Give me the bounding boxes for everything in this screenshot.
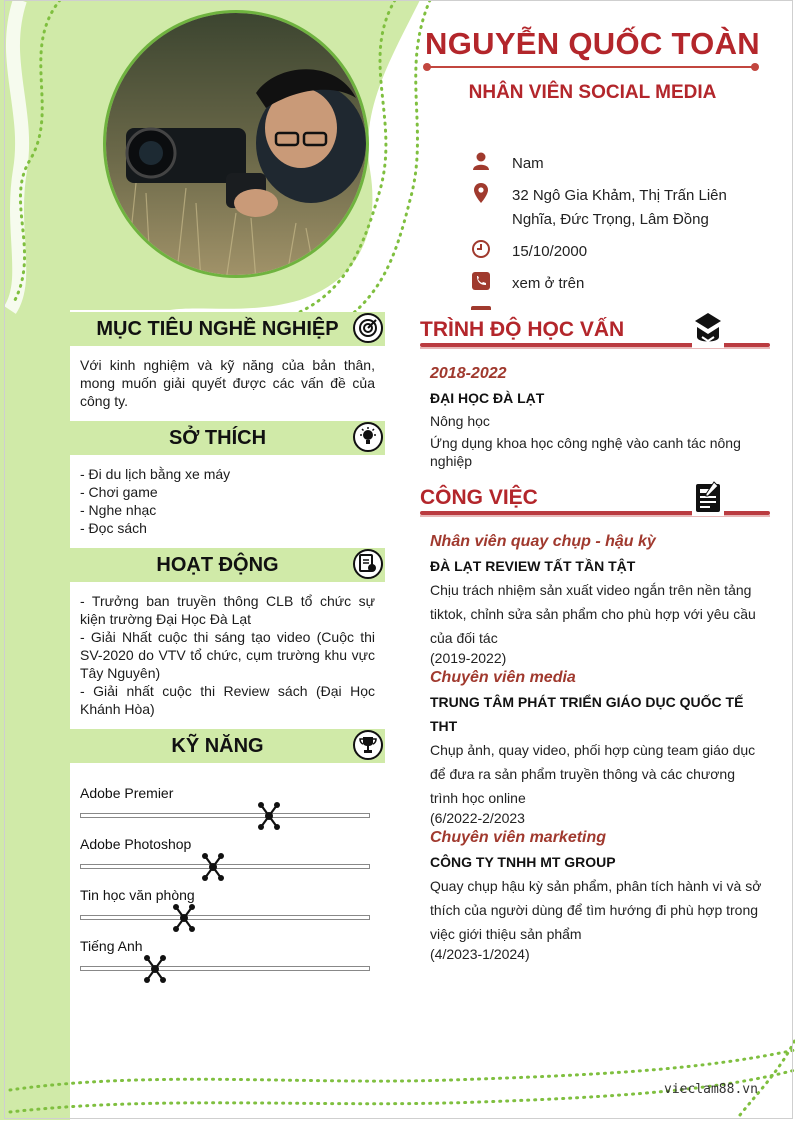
phone-value: xem ở trên [512,275,585,292]
activity-item: - Giải nhất cuộc thi Review sách (Đại Học Khánh Hòa) [80,683,375,717]
job-description: Quay chụp hậu kỳ sản phẩm, phân tích hành vi và sở thích của người dùng để tìm hướng đi phù hợp trong việc giới thiệu sản phẩm [430,878,762,942]
activities-body [70,584,385,728]
lightbulb-head-icon [353,422,383,452]
skill-bar [80,915,370,920]
contact-address [470,184,770,232]
hobby-item: - Nghe nhạc [80,502,157,518]
job-company: TRUNG TÂM PHÁT TRIỂN GIÁO DỤC QUỐC TẾ THT [430,694,744,734]
skill-name: Tiếng Anh [80,938,143,954]
job-time: (6/2022-2/2023 [430,810,525,826]
school-name: ĐẠI HỌC ĐÀ LẠT [430,390,545,406]
skill-bar [80,813,370,818]
job-time: (2019-2022) [430,650,507,666]
map-pin-icon [470,182,492,204]
job-description: Chịu trách nhiệm sản xuất video ngắn trên nền tảng tiktok, chỉnh sửa sản phẩm cho phù hợp với yêu cầu của đối tác [430,582,756,646]
skill-level-marker [171,903,197,933]
work-title: CÔNG VIỆC [420,486,538,509]
phone-icon [470,270,492,292]
clock-icon [470,238,492,260]
skills-title: KỸ NĂNG [171,734,264,757]
contact-phone [470,272,770,296]
hobbies-title: SỞ THÍCH [168,426,267,449]
skills-header [70,729,385,763]
job-company: CÔNG TY TNHH MT GROUP [430,854,616,870]
user-icon [470,150,492,172]
objective-header [70,312,385,346]
skill-name: Adobe Photoshop [80,836,192,852]
education-major: Nông học [430,413,490,429]
birthday-value: 15/10/2000 [512,243,588,260]
work-header [420,482,770,522]
activity-item: - Trưởng ban truyền thông CLB tổ chức sự kiện trường Đại Học Đà Lạt [80,593,375,627]
profile-photo [103,10,369,278]
objective-body [70,348,385,420]
target-icon [353,313,383,343]
candidate-name: NGUYỄN QUỐC TOÀN [425,26,760,61]
skill-bar [80,966,370,971]
education-title: TRÌNH ĐỘ HỌC VẤN [420,318,625,341]
graduate-icon [692,310,724,348]
job-title: NHÂN VIÊN SOCIAL MEDIA [468,82,717,103]
job-time: (4/2023-1/2024) [430,946,530,962]
skill-level-marker [256,801,282,831]
education-period: 2018-2022 [430,365,507,382]
mail-icon [470,304,492,310]
skill-level-marker [142,954,168,984]
trophy-icon [353,730,383,760]
contact-gender [470,152,770,176]
job-description: Chụp ảnh, quay video, phối hợp cùng team giáo dục để đưa ra sản phẩm truyền thông và các chương trình học online [430,742,756,806]
contact-mail [470,304,770,310]
job-company: ĐÀ LẠT REVIEW TẤT TẦN TẬT [430,558,636,574]
skill-name: Tin học văn phòng [80,887,195,903]
briefcase-doc-icon [692,478,724,516]
gender-value: Nam [512,155,544,172]
skill-name: Adobe Premier [80,785,174,801]
activity-item: - Giải Nhất cuộc thi sáng tạo video (Cuộc thi SV-2020 do VTV tổ chức, cụm trường khu vực Tây Nguyên) [80,629,375,681]
contact-birthday [470,240,770,264]
name-divider [426,66,756,68]
hobbies-body [70,457,385,547]
skill-level-marker [200,852,226,882]
activities-header [70,548,385,582]
activities-title: HOẠT ĐỘNG [156,553,279,576]
education-detail: Ứng dụng khoa học công nghệ vào canh tác nông nghiệp [430,435,741,469]
objective-title: MỤC TIÊU NGHỀ NGHIỆP [96,317,339,340]
job-position: Chuyên viên media [430,669,576,686]
hobbies-header [70,421,385,455]
watermark: vieclam88.vn [664,1082,758,1097]
certificate-icon [353,549,383,579]
education-header [420,314,770,354]
job-position: Nhân viên quay chụp - hậu kỳ [430,533,656,550]
address-value: 32 Ngô Gia Khảm, Thị Trấn Liên Nghĩa, Đức Trọng, Lâm Đồng [512,187,727,228]
hobby-item: - Chơi game [80,484,158,500]
hobby-item: - Đọc sách [80,520,147,536]
hobby-item: - Đi du lịch bằng xe máy [80,466,231,482]
objective-text: Với kinh nghiệm và kỹ năng của bản thân, mong muốn giải quyết được các vấn đề của công ty. [80,357,375,409]
job-position: Chuyên viên marketing [430,829,607,846]
